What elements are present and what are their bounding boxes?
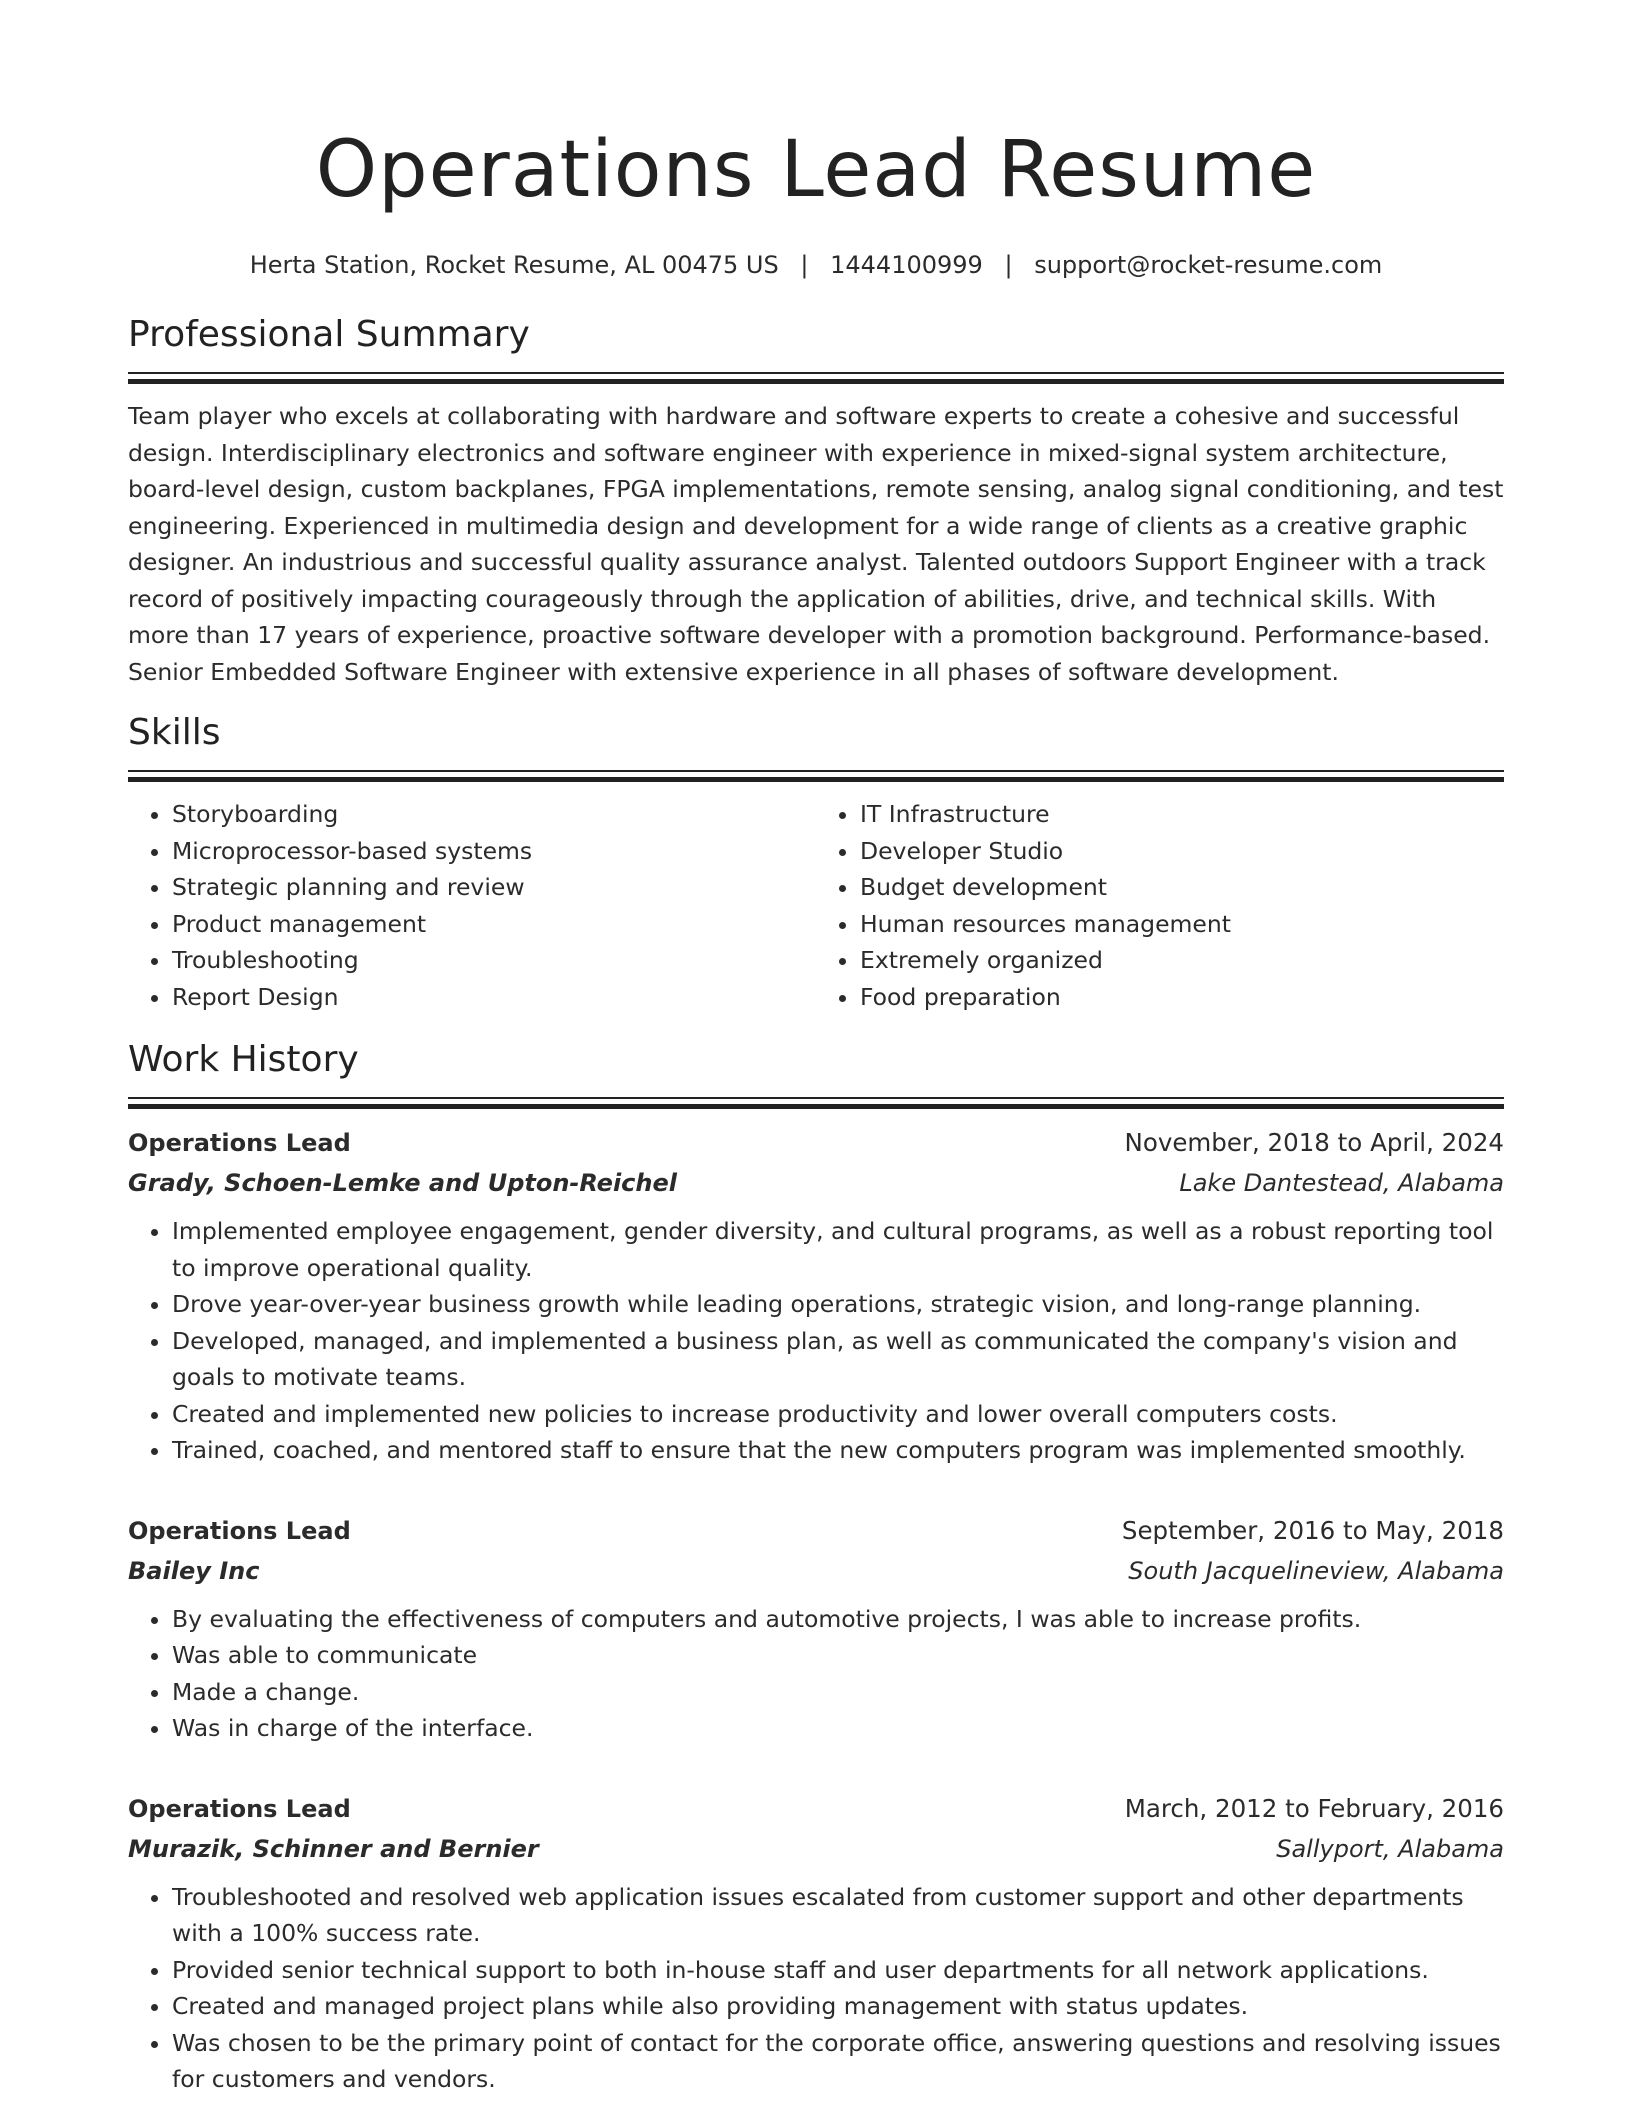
skills-list-left (128, 796, 816, 1015)
job-bullet: • Created and implemented new policies to increase productivity and lower overall computers costs. (172, 1396, 1504, 1433)
contact-address: Herta Station, Rocket Resume, AL 00475 US (249, 251, 779, 279)
job-bullet: • Troubleshooted and resolved web application issues escalated from customer support and other departments with a 100% success rate. (172, 1879, 1504, 1952)
section-divider (128, 770, 1504, 782)
resume-title: Operations Lead Resume (315, 125, 1317, 215)
job-company-row (128, 1829, 1504, 1869)
job-bullets (128, 1213, 1504, 1469)
job-entry (128, 1123, 1504, 1469)
skill-item: • Extremely organized (860, 942, 1504, 979)
work-history-section (128, 1037, 1504, 2098)
job-bullet: • Trained, coached, and mentored staff to ensure that the new computers program was implemented smoothly. (172, 1432, 1504, 1469)
job-bullet: • By evaluating the effectiveness of computers and automotive projects, I was able to increase profits. (172, 1601, 1504, 1638)
job-bullets (128, 1601, 1504, 1747)
job-header-row (128, 1123, 1504, 1163)
summary-section (128, 312, 1504, 690)
job-bullet: • Created and managed project plans while also providing management with status updates. (172, 1988, 1504, 2025)
skill-item: • Troubleshooting (172, 942, 816, 979)
skill-item: • Microprocessor-based systems (172, 833, 816, 870)
skill-item: • Strategic planning and review (172, 869, 816, 906)
skill-item: • Storyboarding (172, 796, 816, 833)
job-location: Sallyport, Alabama (1276, 1834, 1504, 1863)
job-entry (128, 1789, 1504, 2098)
job-dates: September, 2016 to May, 2018 (1121, 1515, 1504, 1545)
job-bullet: • Was in charge of the interface. (172, 1710, 1504, 1747)
work-history-heading: Work History (128, 1039, 359, 1080)
job-bullets (128, 1879, 1504, 2098)
job-bullet: • Was able to communicate (172, 1637, 1504, 1674)
job-title: Operations Lead (128, 1516, 351, 1545)
contact-separator: | (800, 251, 809, 279)
skill-item: • Budget development (860, 869, 1504, 906)
job-company-row (128, 1163, 1504, 1203)
job-dates: March, 2012 to February, 2016 (1124, 1793, 1504, 1823)
skills-grid (128, 796, 1504, 1015)
job-bullet: • Developed, managed, and implemented a business plan, as well as communicated the company's vision and goals to motivate teams. (172, 1323, 1504, 1396)
job-company-row (128, 1551, 1504, 1591)
job-location: Lake Dantestead, Alabama (1179, 1169, 1504, 1197)
skills-heading: Skills (128, 712, 221, 753)
summary-text: Team player who excels at collaborating with hardware and software experts to create a cohesive and successful design. Interdisciplinary electronics and software engineer with experience in mixed-signal system architecture, board-level design, custom backplanes, FPGA implementations, remote sensing, analog signal conditioning, and test engineering. Experienced in multimedia design and development for a wide range of clients as a creative graphic designer. An industrious and successful quality assurance analyst. Talented outdoors Support Engineer with a track record of positively impacting courageously through the application of abilities, drive, and technical skills. With more than 17 years of experience, proactive software developer with a promotion background. Performance-based. Senior Embedded Software Engineer with extensive experience in all phases of software development. (128, 402, 1504, 686)
job-company: Murazik, Schinner and Bernier (128, 1834, 539, 1863)
contact-line (128, 248, 1504, 282)
job-entry (128, 1511, 1504, 1747)
job-header-row (128, 1789, 1504, 1829)
skill-item: • Product management (172, 906, 816, 943)
skills-section (128, 710, 1504, 1015)
job-company: Grady, Schoen-Lemke and Upton-Reichel (128, 1169, 677, 1197)
contact-email: support@rocket-resume.com (1034, 251, 1383, 279)
contact-phone: 1444100999 (830, 251, 983, 279)
section-divider (128, 372, 1504, 384)
job-bullet: • Drove year-over-year business growth while leading operations, strategic vision, and long-range planning. (172, 1286, 1504, 1323)
skill-item: • Food preparation (860, 979, 1504, 1016)
job-company: Bailey Inc (128, 1556, 260, 1585)
skill-item: • IT Infrastructure (860, 796, 1504, 833)
summary-heading: Professional Summary (128, 314, 530, 355)
job-dates: November, 2018 to April, 2024 (1124, 1128, 1504, 1157)
skill-item: • Developer Studio (860, 833, 1504, 870)
job-bullet: • Provided senior technical support to both in-house staff and user departments for all network applications. (172, 1952, 1504, 1989)
section-divider (128, 1097, 1504, 1109)
job-header-row (128, 1511, 1504, 1551)
job-title: Operations Lead (128, 1129, 351, 1157)
job-bullet: • Made a change. (172, 1674, 1504, 1711)
skill-item: • Human resources management (860, 906, 1504, 943)
job-bullet: • Implemented employee engagement, gender diversity, and cultural programs, as well as a robust reporting tool to improve operational quality. (172, 1213, 1504, 1286)
skills-list-right (816, 796, 1504, 1015)
job-location: South Jacquelineview, Alabama (1128, 1556, 1504, 1585)
contact-separator: | (1004, 251, 1013, 279)
job-bullet: • Was chosen to be the primary point of contact for the corporate office, answering questions and resolving issues for customers and vendors. (172, 2025, 1504, 2098)
skill-item: • Report Design (172, 979, 816, 1016)
job-title: Operations Lead (128, 1794, 351, 1823)
